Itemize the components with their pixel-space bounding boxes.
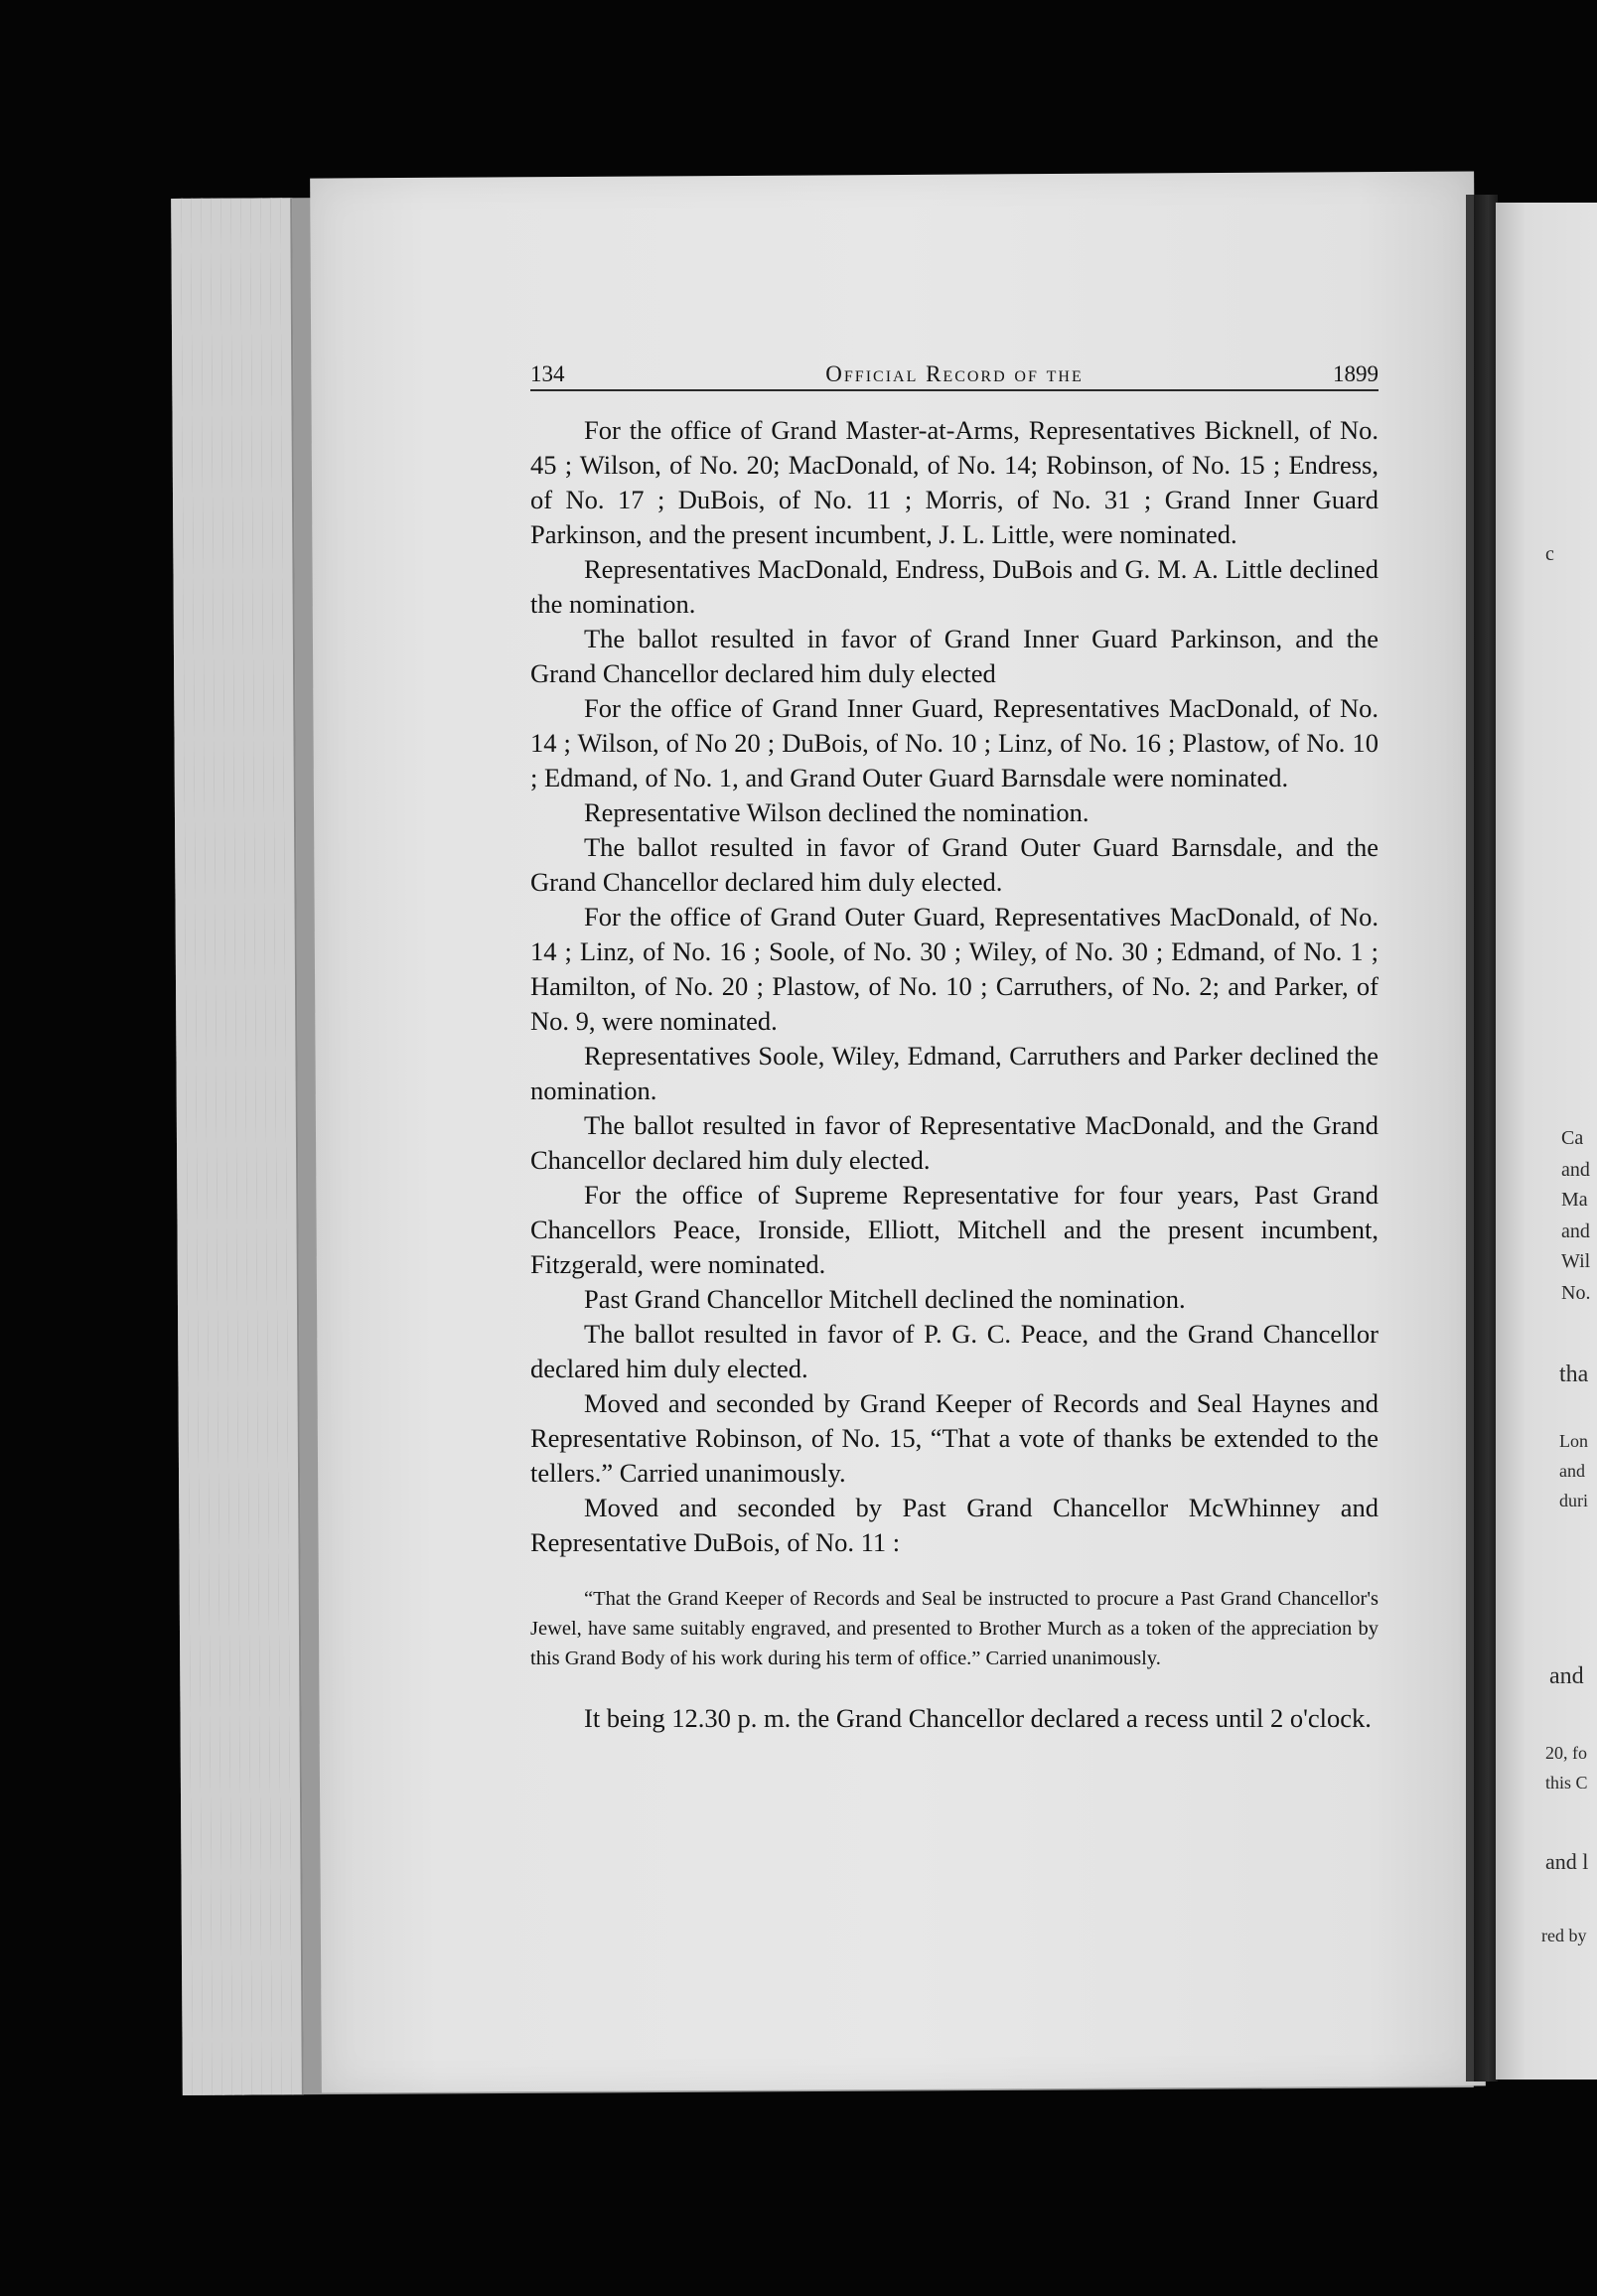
- paragraph: Moved and seconded by Past Grand Chancellor McWhinney and Representative DuBois, of No. 11 :: [530, 1493, 1379, 1557]
- resolution-quote: “That the Grand Keeper of Records and Seal be instructed to procure a Past Grand Chancellor's Jewel, have same suitably engraved, and presented to Brother Murch as a token of the appreciation by this Grand Body of his work during his term of office.” Carried unanimously.: [530, 1588, 1379, 1669]
- facing-page-fragment: 20, fo: [1545, 1743, 1587, 1763]
- facing-page-fragment: Ca: [1561, 1127, 1584, 1149]
- facing-page-fragment: this C: [1545, 1773, 1588, 1793]
- paragraph: For the office of Grand Master-at-Arms, Representatives Bicknell, of No. 45 ; Wilson, of No. 20; MacDonald, of No. 14; Robinson, of No. 15 ; Endress, of No. 17 ; DuBois, of No. 11 ; Morris, of No. 31 ; Grand Inner Guard Parkinson, and the present incumbent, J. L. Little, were nominated.: [530, 415, 1379, 549]
- paragraph: The ballot resulted in favor of P. G. C. Peace, and the Grand Chancellor declared him duly elected.: [530, 1319, 1379, 1383]
- facing-page-fragment: and l: [1545, 1849, 1589, 1874]
- facing-page-fragment: and: [1559, 1461, 1585, 1481]
- paragraph: The ballot resulted in favor of Representative MacDonald, and the Grand Chancellor declared him duly elected.: [530, 1110, 1379, 1175]
- page-number: 134: [530, 361, 565, 386]
- paragraph: Moved and seconded by Grand Keeper of Records and Seal Haynes and Representative Robinson, of No. 15, “That a vote of thanks be extended to the tellers.” Carried unanimously.: [530, 1388, 1379, 1488]
- running-head: [530, 350, 1379, 391]
- paragraph: Past Grand Chancellor Mitchell declined the nomination.: [584, 1284, 1186, 1314]
- facing-page-fragment: Ma: [1561, 1189, 1588, 1211]
- paragraph: The ballot resulted in favor of Grand Inner Guard Parkinson, and the Grand Chancellor declared him duly elected: [530, 624, 1379, 688]
- facing-page-fragment: red by: [1541, 1926, 1587, 1945]
- closing-paragraph: It being 12.30 p. m. the Grand Chancellor declared a recess until 2 o'clock.: [584, 1703, 1372, 1733]
- paragraph: For the office of Grand Inner Guard, Representatives MacDonald, of No. 14 ; Wilson, of No 20 ; DuBois, of No. 10 ; Linz, of No. 16 ; Plastow, of No. 10 ; Edmand, of No. 1, and Grand Outer Guard Barnsdale were nominated.: [530, 693, 1379, 792]
- facing-page-fragment: duri: [1559, 1491, 1588, 1510]
- facing-page-fragment: Lon: [1559, 1431, 1588, 1451]
- paragraph: For the office of Supreme Representative for four years, Past Grand Chancellors Peace, Ironside, Elliott, Mitchell and the present incumbent, Fitzgerald, were nominated.: [530, 1180, 1379, 1279]
- paragraph: Representatives Soole, Wiley, Edmand, Carruthers and Parker declined the nomination.: [530, 1041, 1379, 1105]
- paragraph: The ballot resulted in favor of Grand Outer Guard Barnsdale, and the Grand Chancellor declared him duly elected.: [530, 832, 1379, 897]
- paragraph: Representative Wilson declined the nomination.: [584, 797, 1089, 827]
- book-spine: [1474, 195, 1498, 2081]
- facing-page-fragment: and: [1561, 1159, 1590, 1181]
- facing-page-fragment: c: [1545, 543, 1554, 565]
- facing-page-fragment: No.: [1561, 1282, 1591, 1304]
- running-year: 1899: [1333, 361, 1379, 386]
- facing-page-fragment: and: [1561, 1220, 1590, 1242]
- facing-page-fragment: tha: [1559, 1362, 1589, 1387]
- page-text-block: [530, 350, 1379, 1736]
- facing-page-fragment: Wil: [1561, 1250, 1591, 1272]
- paragraph: For the office of Grand Outer Guard, Representatives MacDonald, of No. 14 ; Linz, of No. 16 ; Soole, of No. 30 ; Wiley, of No. 30 ; Edmand, of No. 1 ; Hamilton, of No. 20 ; Plastow, of No. 10 ; Carruthers, of No. 2; and Parker, of No. 9, were nominated.: [530, 902, 1379, 1036]
- paragraph: Representatives MacDonald, Endress, DuBois and G. M. A. Little declined the nomination.: [530, 554, 1379, 619]
- facing-page-fragment: and: [1549, 1663, 1584, 1689]
- running-title: Official Record of the: [825, 361, 1084, 386]
